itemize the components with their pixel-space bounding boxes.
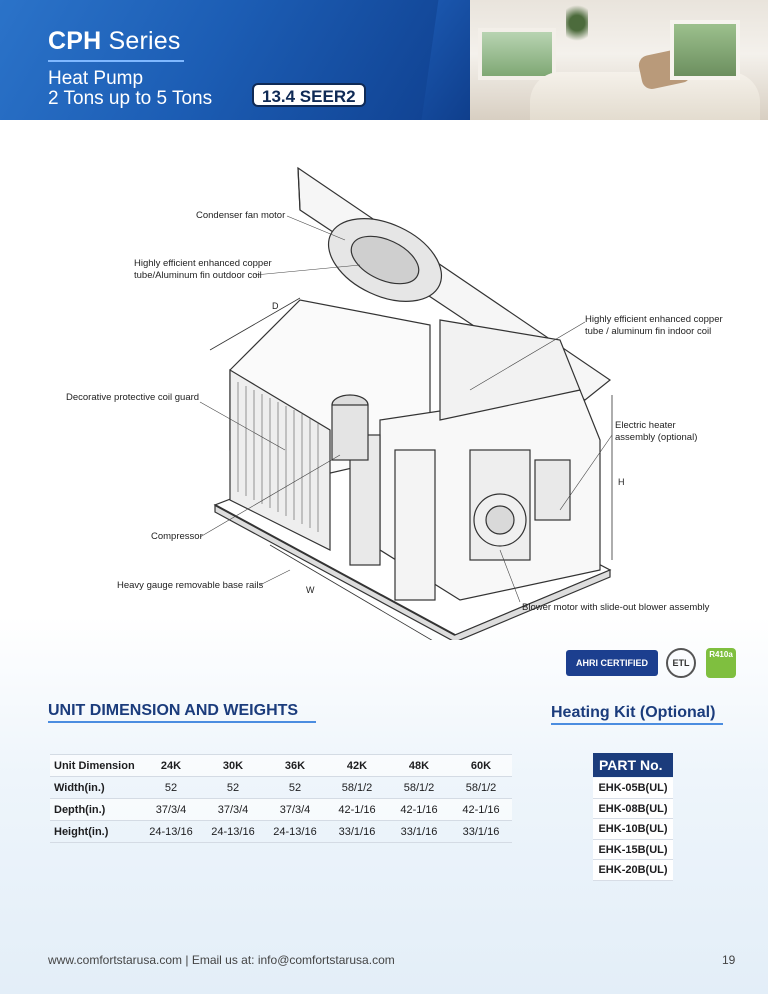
ahri-certified-logo: AHRI CERTIFIED [566,650,658,676]
etl-logo: ETL [666,648,696,678]
heating-kit-heading: Heating Kit (Optional) [551,704,716,721]
r410a-logo: R410a [706,648,736,678]
dim-label-w: W [306,585,315,595]
table-header-cell: Unit Dimension [50,755,140,777]
unit-diagram [0,150,768,640]
callout-outdoor-coil-line1: Highly efficient enhanced copper [134,258,272,269]
table-cell: Depth(in.) [50,799,140,821]
table-header-row [50,755,512,777]
callout-coil-guard: Decorative protective coil guard [66,392,200,403]
table-cell: 37/3/4 [140,799,202,821]
table-cell: 52 [202,777,264,799]
subtitle-product: Heat Pump [48,68,144,89]
page-header [0,0,768,120]
table-row [50,777,512,799]
table-header-cell: 42K [326,755,388,777]
table-row [50,799,512,821]
list-item: EHK-08B(UL) [593,799,673,820]
table-cell: 33/1/16 [326,821,388,843]
dimension-table [50,754,512,843]
table-row [50,821,512,843]
table-cell: 37/3/4 [264,799,326,821]
callout-compressor: Compressor [151,531,203,542]
table-header-cell: 48K [388,755,450,777]
table-cell: 24-13/16 [264,821,326,843]
callout-indoor-coil-line2: tube / aluminum fin indoor coil [585,326,712,337]
part-number-list [593,778,673,881]
callout-indoor-coil-line1: Highly efficient enhanced copper [585,314,723,325]
page-number: 19 [722,953,736,967]
table-cell: 24-13/16 [202,821,264,843]
seer-badge: 13.4 SEER2 [252,83,366,107]
callout-heater-line1: Electric heater [615,420,676,431]
table-cell: 42-1/16 [450,799,512,821]
table-header-cell: 60K [450,755,512,777]
table-cell: Width(in.) [50,777,140,799]
table-header-cell: 36K [264,755,326,777]
table-cell: 33/1/16 [450,821,512,843]
table-cell: 33/1/16 [388,821,450,843]
list-item: EHK-05B(UL) [593,778,673,799]
dim-label-h: H [618,477,625,487]
list-item: EHK-15B(UL) [593,840,673,861]
callout-blower: Blower motor with slide-out blower assembly [522,602,710,613]
table-header-cell: 24K [140,755,202,777]
table-cell: 52 [140,777,202,799]
dimensions-heading: UNIT DIMENSION AND WEIGHTS [48,702,299,719]
table-cell: 37/3/4 [202,799,264,821]
list-item: EHK-20B(UL) [593,860,673,881]
table-cell: 42-1/16 [326,799,388,821]
table-cell: Height(in.) [50,821,140,843]
callout-outdoor-coil-line2: tube/Aluminum fin outdoor coil [134,270,262,281]
subtitle-capacity: 2 Tons up to 5 Tons [48,88,213,109]
table-cell: 58/1/2 [326,777,388,799]
callout-condenser-fan-motor: Condenser fan motor [196,210,286,221]
table-cell: 58/1/2 [450,777,512,799]
list-item: EHK-10B(UL) [593,819,673,840]
series-title: CPH Series [48,27,181,55]
table-cell: 24-13/16 [140,821,202,843]
header-photo [470,0,768,120]
dim-label-d: D [272,301,279,311]
callout-heater-line2: assembly (optional) [615,432,698,443]
table-cell: 52 [264,777,326,799]
footer-contact: www.comfortstarusa.com | Email us at: info@comfortstarusa.com [48,953,395,967]
callout-base-rails: Heavy gauge removable base rails [117,580,264,591]
table-cell: 42-1/16 [388,799,450,821]
table-header-cell: 30K [202,755,264,777]
part-number-header: PART No. [593,753,673,777]
table-cell: 58/1/2 [388,777,450,799]
